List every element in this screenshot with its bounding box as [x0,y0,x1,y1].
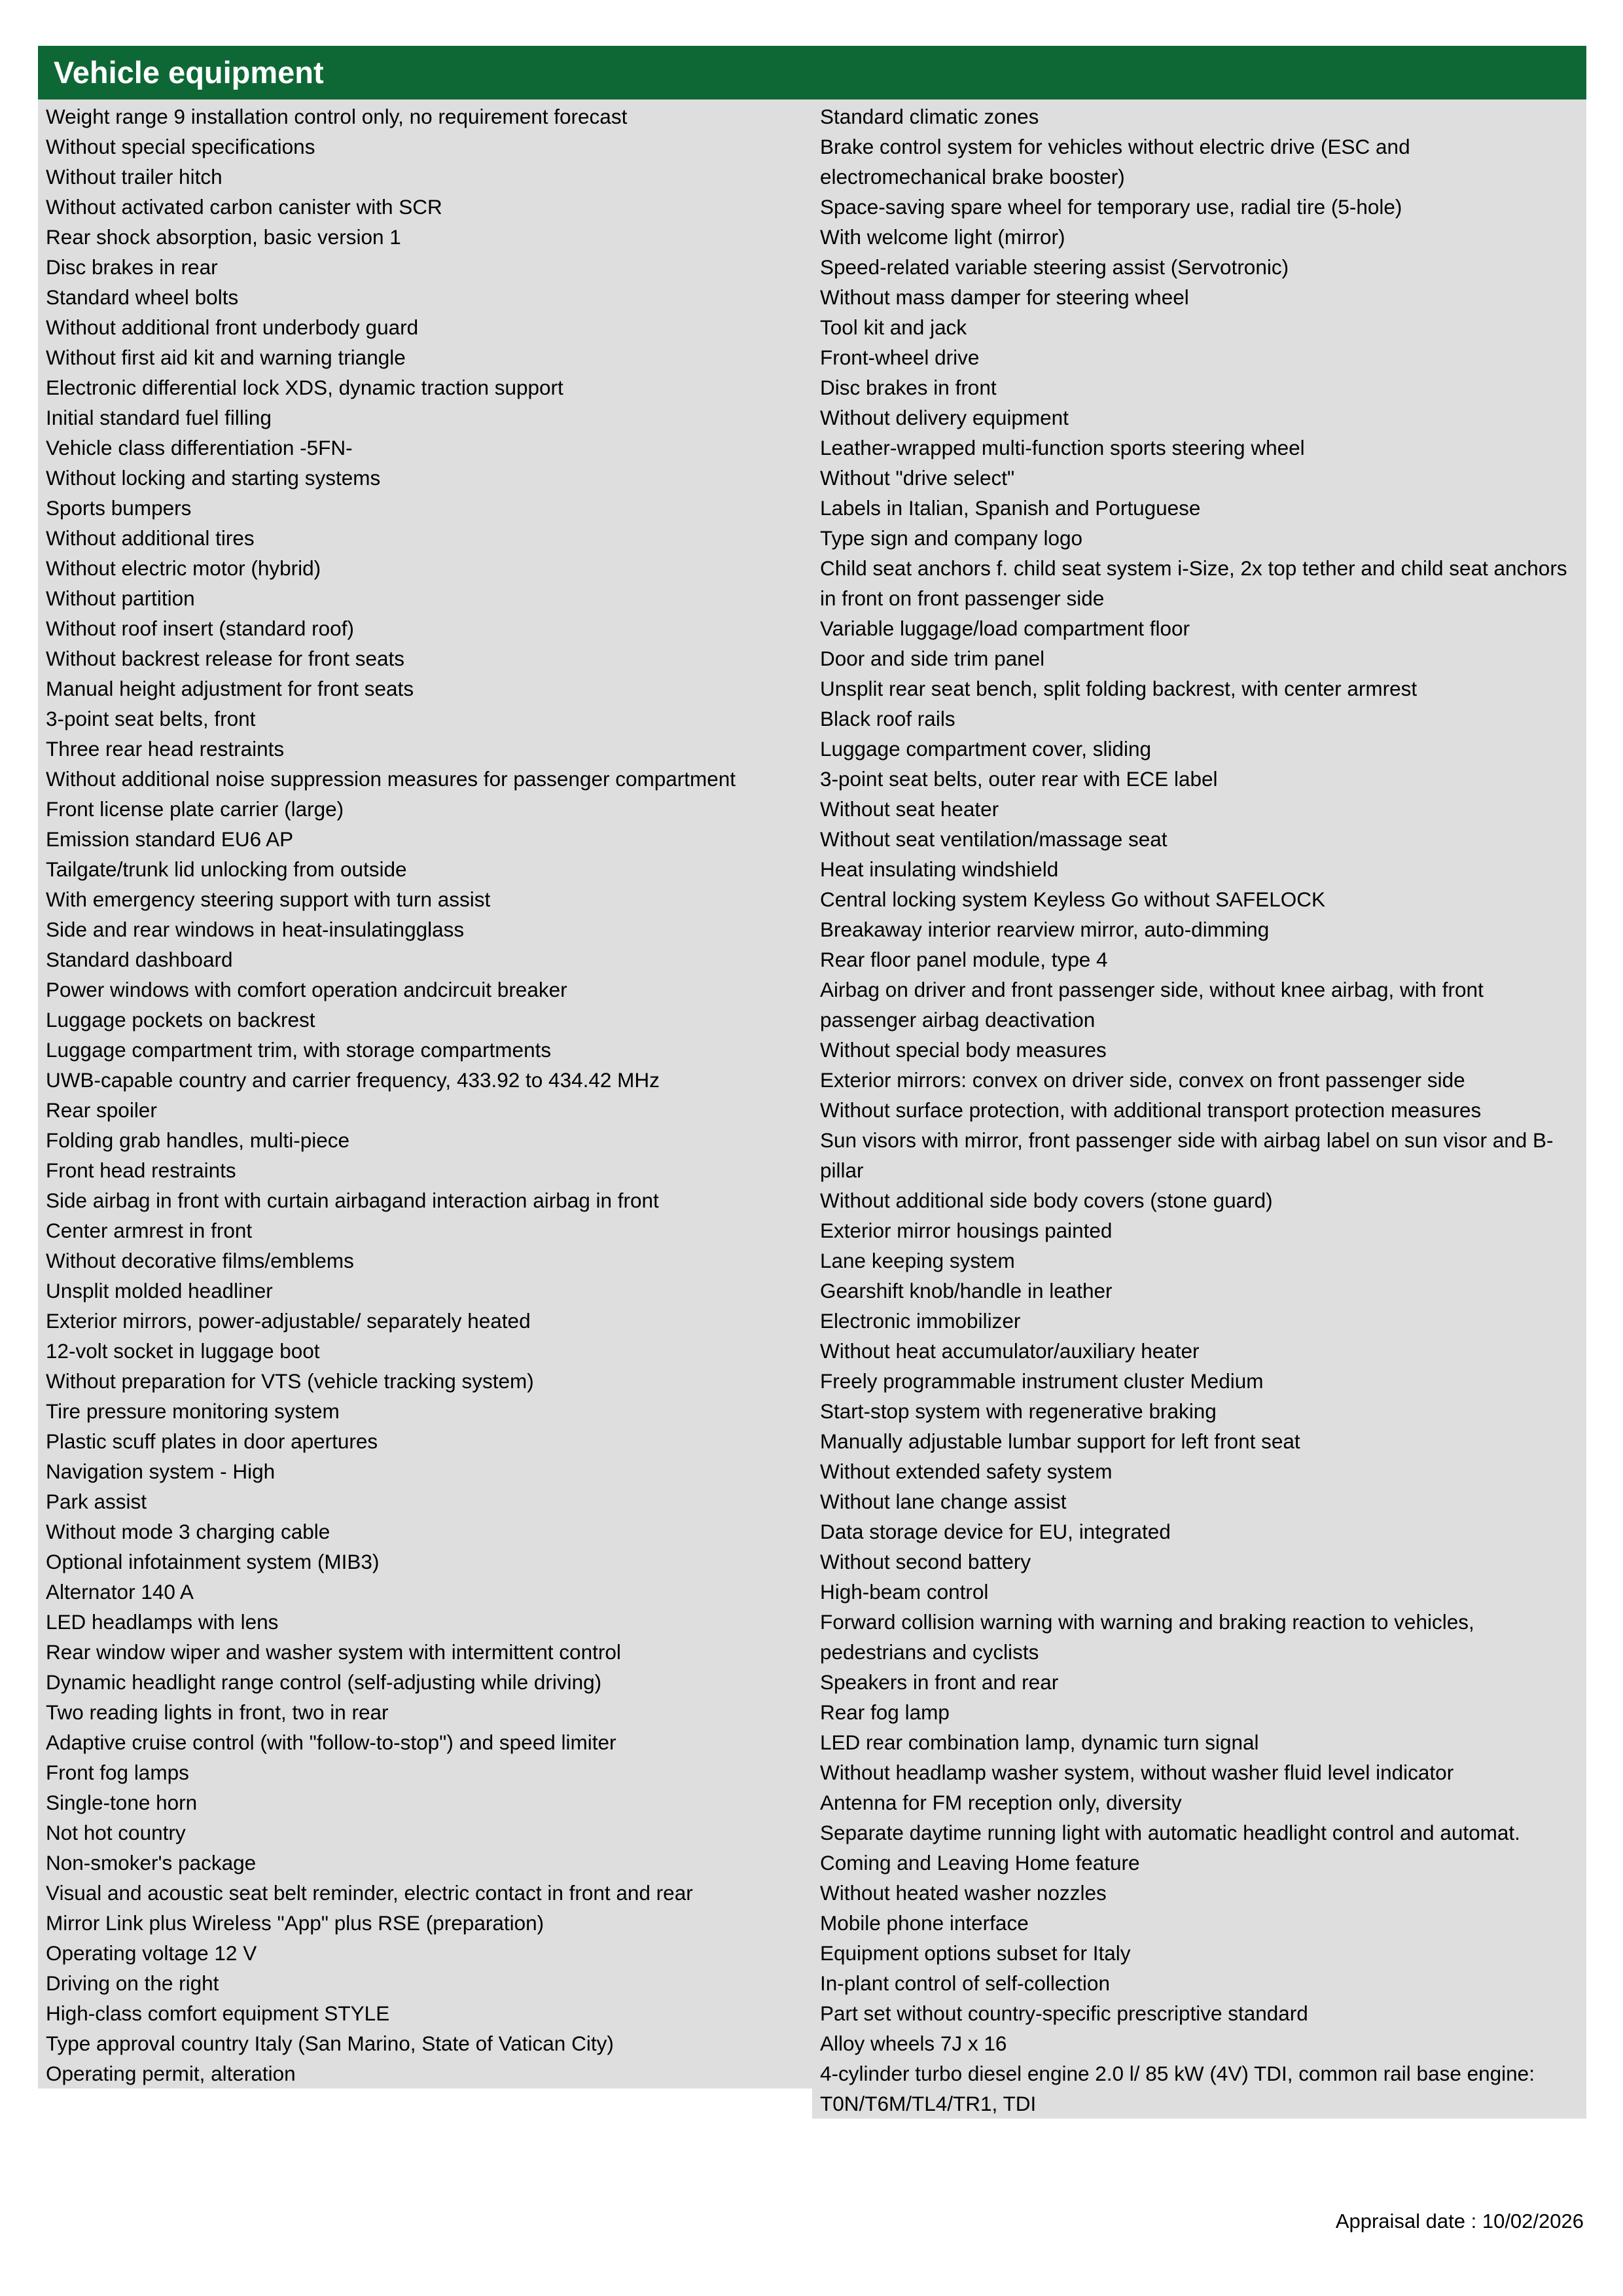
equipment-item: Weight range 9 installation control only, no requirement forecast [46,105,628,128]
equipment-item: Luggage compartment cover, sliding [820,737,1152,761]
equipment-item: Child seat anchors f. child seat system i-Size, 2x top tether and child seat anchors in front on front passenger side [820,556,1567,610]
equipment-item: Without lane change assist [820,1490,1067,1513]
equipment-item: With welcome light (mirror) [820,225,1065,249]
equipment-item: Operating voltage 12 V [46,1941,257,1965]
equipment-item: Rear window wiper and washer system with intermittent control [46,1640,621,1664]
equipment-item: Single-tone horn [46,1791,198,1814]
equipment-item: Without surface protection, with additional transport protection measures [820,1098,1482,1122]
equipment-item: Two reading lights in front, two in rear [46,1700,389,1724]
equipment-item: Luggage compartment trim, with storage compartments [46,1038,552,1062]
equipment-item: Rear floor panel module, type 4 [820,948,1108,971]
equipment-item: Breakaway interior rearview mirror, auto-dimming [820,918,1270,941]
equipment-item: Optional infotainment system (MIB3) [46,1550,380,1573]
equipment-item: Type approval country Italy (San Marino, State of Vatican City) [46,2032,614,2055]
equipment-list-left [38,99,812,2089]
equipment-item: Speed-related variable steering assist (Servotronic) [820,255,1289,279]
equipment-item: Without "drive select" [820,466,1015,490]
equipment-item: Tailgate/trunk lid unlocking from outside [46,857,407,881]
equipment-item: 4-cylinder turbo diesel engine 2.0 l/ 85 kW (4V) TDI, common rail base engine: T0N/T6M/TL4/TR1, TDI [820,2062,1535,2115]
equipment-item: With emergency steering support with turn assist [46,888,491,911]
equipment-item: Exterior mirrors, power-adjustable/ separately heated [46,1309,531,1333]
equipment-item: Without mass damper for steering wheel [820,285,1189,309]
equipment-item: LED headlamps with lens [46,1610,279,1634]
equipment-item: Park assist [46,1490,147,1513]
equipment-list-right [812,99,1586,2119]
equipment-item: Front-wheel drive [820,346,980,369]
equipment-item: Without decorative films/emblems [46,1249,354,1272]
equipment-item: Dynamic headlight range control (self-adjusting while driving) [46,1670,602,1694]
equipment-item: Without backrest release for front seats [46,647,404,670]
equipment-item: Heat insulating windshield [820,857,1059,881]
equipment-item: Operating permit, alteration [46,2062,296,2085]
equipment-item: High-class comfort equipment STYLE [46,2001,390,2025]
equipment-item: Without partition [46,586,195,610]
equipment-item: Central locking system Keyless Go without SAFELOCK [820,888,1326,911]
equipment-item: High-beam control [820,1580,989,1604]
equipment-item: Without seat ventilation/massage seat [820,827,1168,851]
equipment-item: Alternator 140 A [46,1580,194,1604]
equipment-item: 3-point seat belts, front [46,707,256,730]
equipment-item: Exterior mirrors: convex on driver side, convex on front passenger side [820,1068,1465,1092]
equipment-item: Without second battery [820,1550,1031,1573]
equipment-item: Luggage pockets on backrest [46,1008,315,1031]
equipment-item: Unsplit molded headliner [46,1279,273,1302]
equipment-item: Vehicle class differentiation -5FN- [46,436,353,459]
equipment-item: Without delivery equipment [820,406,1069,429]
equipment-item: Without heated washer nozzles [820,1881,1107,1905]
equipment-item: Lane keeping system [820,1249,1015,1272]
equipment-item: Disc brakes in front [820,376,997,399]
equipment-item: Power windows with comfort operation andcircuit breaker [46,978,567,1001]
equipment-item: Electronic immobilizer [820,1309,1021,1333]
equipment-item: Without additional front underbody guard [46,315,419,339]
equipment-item: LED rear combination lamp, dynamic turn signal [820,1731,1259,1754]
equipment-item: Without headlamp washer system, without washer fluid level indicator [820,1761,1454,1784]
equipment-item: In-plant control of self-collection [820,1971,1110,1995]
equipment-item: 3-point seat belts, outer rear with ECE label [820,767,1218,791]
equipment-item: Forward collision warning with warning and braking reaction to vehicles, pedestrians and cyclists [820,1610,1474,1664]
equipment-columns [38,99,1586,2119]
equipment-item: Coming and Leaving Home feature [820,1851,1140,1874]
equipment-item: Standard climatic zones [820,105,1039,128]
equipment-item: Mobile phone interface [820,1911,1029,1935]
equipment-item: Rear shock absorption, basic version 1 [46,225,401,249]
equipment-item: Non-smoker's package [46,1851,257,1874]
equipment-item: Without additional side body covers (stone guard) [820,1189,1273,1212]
equipment-item: Leather-wrapped multi-function sports steering wheel [820,436,1305,459]
equipment-item: Rear fog lamp [820,1700,950,1724]
equipment-item: Variable luggage/load compartment floor [820,617,1190,640]
equipment-item: Without locking and starting systems [46,466,381,490]
equipment-item: UWB-capable country and carrier frequency, 433.92 to 434.42 MHz [46,1068,660,1092]
equipment-item: Not hot country [46,1821,186,1844]
equipment-item: Center armrest in front [46,1219,253,1242]
equipment-item: Front head restraints [46,1158,236,1182]
equipment-item: Without activated carbon canister with SCR [46,195,442,219]
equipment-item: Separate daytime running light with automatic headlight control and automat. [820,1821,1520,1844]
equipment-item: Freely programmable instrument cluster Medium [820,1369,1264,1393]
equipment-item: Without first aid kit and warning triangle [46,346,406,369]
equipment-item: Brake control system for vehicles without electric drive (ESC and electromechanical brake booster) [820,135,1410,188]
equipment-item: Without electric motor (hybrid) [46,556,321,580]
equipment-item: Three rear head restraints [46,737,285,761]
equipment-item: Without roof insert (standard roof) [46,617,354,640]
equipment-item: Side airbag in front with curtain airbagand interaction airbag in front [46,1189,659,1212]
equipment-item: Labels in Italian, Spanish and Portuguese [820,496,1201,520]
equipment-item: Navigation system - High [46,1460,276,1483]
equipment-item: Type sign and company logo [820,526,1083,550]
equipment-item: Part set without country-specific prescriptive standard [820,2001,1308,2025]
equipment-item: Alloy wheels 7J x 16 [820,2032,1007,2055]
equipment-item: Black roof rails [820,707,955,730]
equipment-item: Sun visors with mirror, front passenger side with airbag label on sun visor and B-pillar [820,1128,1554,1182]
equipment-item: Driving on the right [46,1971,219,1995]
equipment-item: Airbag on driver and front passenger side, without knee airbag, with front passenger airbag deactivation [820,978,1484,1031]
equipment-item: Without special body measures [820,1038,1107,1062]
equipment-item: Visual and acoustic seat belt reminder, electric contact in front and rear [46,1881,693,1905]
equipment-item: Without trailer hitch [46,165,223,188]
equipment-item: Data storage device for EU, integrated [820,1520,1171,1543]
equipment-item: Exterior mirror housings painted [820,1219,1113,1242]
equipment-item: Unsplit rear seat bench, split folding backrest, with center armrest [820,677,1418,700]
equipment-item: Start-stop system with regenerative braking [820,1399,1217,1423]
equipment-item: Tire pressure monitoring system [46,1399,340,1423]
appraisal-date: Appraisal date : 10/02/2026 [1335,2210,1584,2233]
equipment-item: Without additional tires [46,526,255,550]
equipment-item: Antenna for FM reception only, diversity [820,1791,1182,1814]
equipment-item: Gearshift knob/handle in leather [820,1279,1113,1302]
equipment-item: Sports bumpers [46,496,192,520]
equipment-item: Equipment options subset for Italy [820,1941,1131,1965]
section-title: Vehicle equipment [38,46,1586,99]
equipment-item: Side and rear windows in heat-insulatingglass [46,918,465,941]
equipment-item: Emission standard EU6 AP [46,827,294,851]
equipment-item: Without preparation for VTS (vehicle tracking system) [46,1369,534,1393]
equipment-item: Tool kit and jack [820,315,967,339]
equipment-item: Folding grab handles, multi-piece [46,1128,350,1152]
equipment-item: Manually adjustable lumbar support for left front seat [820,1429,1300,1453]
equipment-item: Manual height adjustment for front seats [46,677,414,700]
equipment-item: Adaptive cruise control (with "follow-to-stop") and speed limiter [46,1731,616,1754]
equipment-item: Electronic differential lock XDS, dynamic traction support [46,376,563,399]
equipment-item: Without mode 3 charging cable [46,1520,330,1543]
equipment-item: Without extended safety system [820,1460,1113,1483]
equipment-item: Without seat heater [820,797,999,821]
equipment-item: Plastic scuff plates in door apertures [46,1429,378,1453]
equipment-item: Without special specifications [46,135,315,158]
equipment-item: Standard dashboard [46,948,233,971]
equipment-item: Front license plate carrier (large) [46,797,344,821]
equipment-item: Rear spoiler [46,1098,157,1122]
equipment-item: Disc brakes in rear [46,255,218,279]
equipment-item: Mirror Link plus Wireless "App" plus RSE (preparation) [46,1911,544,1935]
equipment-item: Without heat accumulator/auxiliary heater [820,1339,1200,1363]
equipment-item: Without additional noise suppression measures for passenger compartment [46,767,736,791]
equipment-item: Front fog lamps [46,1761,189,1784]
equipment-item: Space-saving spare wheel for temporary use, radial tire (5-hole) [820,195,1402,219]
equipment-item: Standard wheel bolts [46,285,239,309]
equipment-item: Initial standard fuel filling [46,406,272,429]
vehicle-equipment-section [38,46,1586,2119]
equipment-item: 12-volt socket in luggage boot [46,1339,320,1363]
equipment-item: Door and side trim panel [820,647,1045,670]
equipment-item: Speakers in front and rear [820,1670,1059,1694]
